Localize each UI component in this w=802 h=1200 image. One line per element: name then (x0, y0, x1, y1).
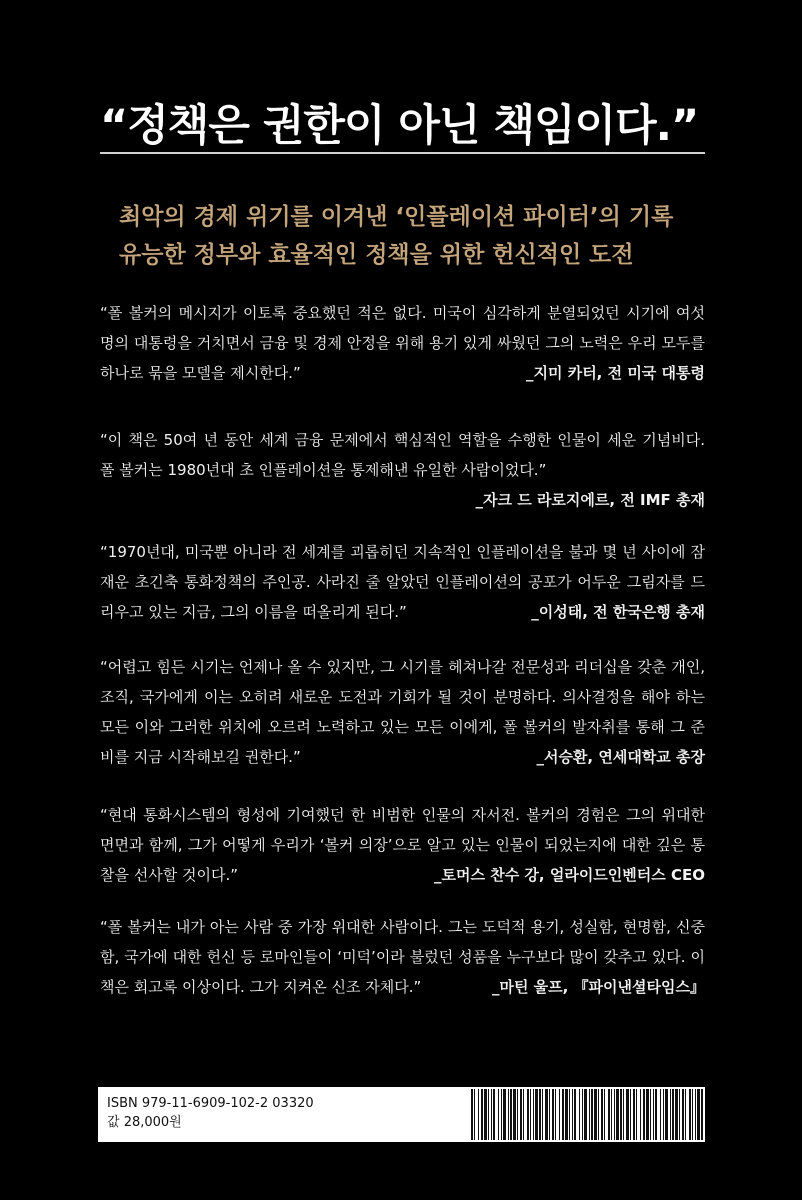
quote-attribution: _이성태, 전 한국은행 총재 (531, 603, 705, 621)
barcode-icon (471, 1089, 703, 1140)
quote-text: “폴 볼커의 메시지가 이토록 중요했던 적은 없다. 미국이 심각하게 분열되었던 시기에 여섯 명의 대통령을 거치면서 금융 및 경제 안정을 위해 용기 있게 싸웠던 그의 노력은 우리 모두를 하나로 묶을 모델을 제시한다.” (100, 304, 705, 382)
quote-attribution: _마틴 울프, 『파이낸셜타임스』 (491, 978, 705, 996)
quote-text: “이 책은 50여 년 동안 세계 금융 문제에서 핵심적인 역할을 수행한 인물이 세운 기념비다. 폴 볼커는 1980년대 초 인플레이션을 통제해낸 유일한 사람이었다.” (100, 431, 705, 479)
headline: “정책은 권한이 아닌 책임이다.” (100, 101, 699, 151)
isbn-block (107, 1094, 314, 1132)
endorsement-quote-5 (100, 800, 705, 890)
isbn-barcode-box (98, 1087, 705, 1142)
divider (100, 152, 705, 154)
price: 값 28,000원 (107, 1115, 182, 1130)
endorsement-quote-1 (100, 298, 705, 388)
quote-attribution: _지미 카터, 전 미국 대통령 (526, 364, 705, 382)
subheading-1: 최악의 경제 위기를 이겨낸 ‘인플레이션 파이터’의 기록 (119, 204, 674, 230)
endorsement-quote-6 (100, 912, 705, 1002)
subheading-2: 유능한 정부와 효율적인 정책을 위한 헌신적인 도전 (119, 242, 634, 268)
quote-attribution: _토머스 찬수 강, 얼라이드인벤터스 CEO (434, 866, 705, 884)
quote-text: “1970년대, 미국뿐 아니라 전 세계를 괴롭히던 지속적인 인플레이션을 불과 몇 년 사이에 잠재운 초긴축 통화정책의 주인공. 사라진 줄 알았던 인플레이션의 공포가 어두운 그림자를 드리우고 있는 지금, 그의 이름을 떠올리게 된다.” (100, 543, 705, 621)
quote-text: “어렵고 힘든 시기는 언제나 올 수 있지만, 그 시기를 헤쳐나갈 전문성과 리더십을 갖춘 개인, 조직, 국가에게 이는 오히려 새로운 도전과 기회가 될 것이 분명하다. 의사결정을 해야 하는 모든 이와 그러한 위치에 오르려 노력하고 있는 모든 이에게, 폴 볼커의 발자취를 통해 그 준비를 지금 시작해보길 권한다.” (100, 658, 705, 766)
isbn-number: ISBN 979-11-6909-102-2 03320 (107, 1096, 314, 1111)
endorsement-quote-3 (100, 537, 705, 627)
quote-attribution: _서승환, 연세대학교 총장 (536, 748, 705, 766)
quote-attribution: _자크 드 라로지에르, 전 IMF 총재 (475, 491, 705, 509)
endorsement-quote-2 (100, 425, 705, 515)
endorsement-quote-4 (100, 652, 705, 772)
quote-text: “폴 볼커는 내가 아는 사람 중 가장 위대한 사람이다. 그는 도덕적 용기, 성실함, 현명함, 신중함, 국가에 대한 헌신 등 로마인들이 ‘미덕’이라 불렀던 성품을 누구보다 많이 갖추고 있다. 이 책은 회고록 이상이다. 그가 지켜온 신조 자체다.” (100, 918, 705, 996)
quote-text: “현대 통화시스템의 형성에 기여했던 한 비범한 인물의 자서전. 볼커의 경험은 그의 위대한 면면과 함께, 그가 어떻게 우리가 ‘볼커 의장’으로 알고 있는 인물이 되었는지에 대한 깊은 통찰을 선사할 것이다.” (100, 806, 705, 884)
